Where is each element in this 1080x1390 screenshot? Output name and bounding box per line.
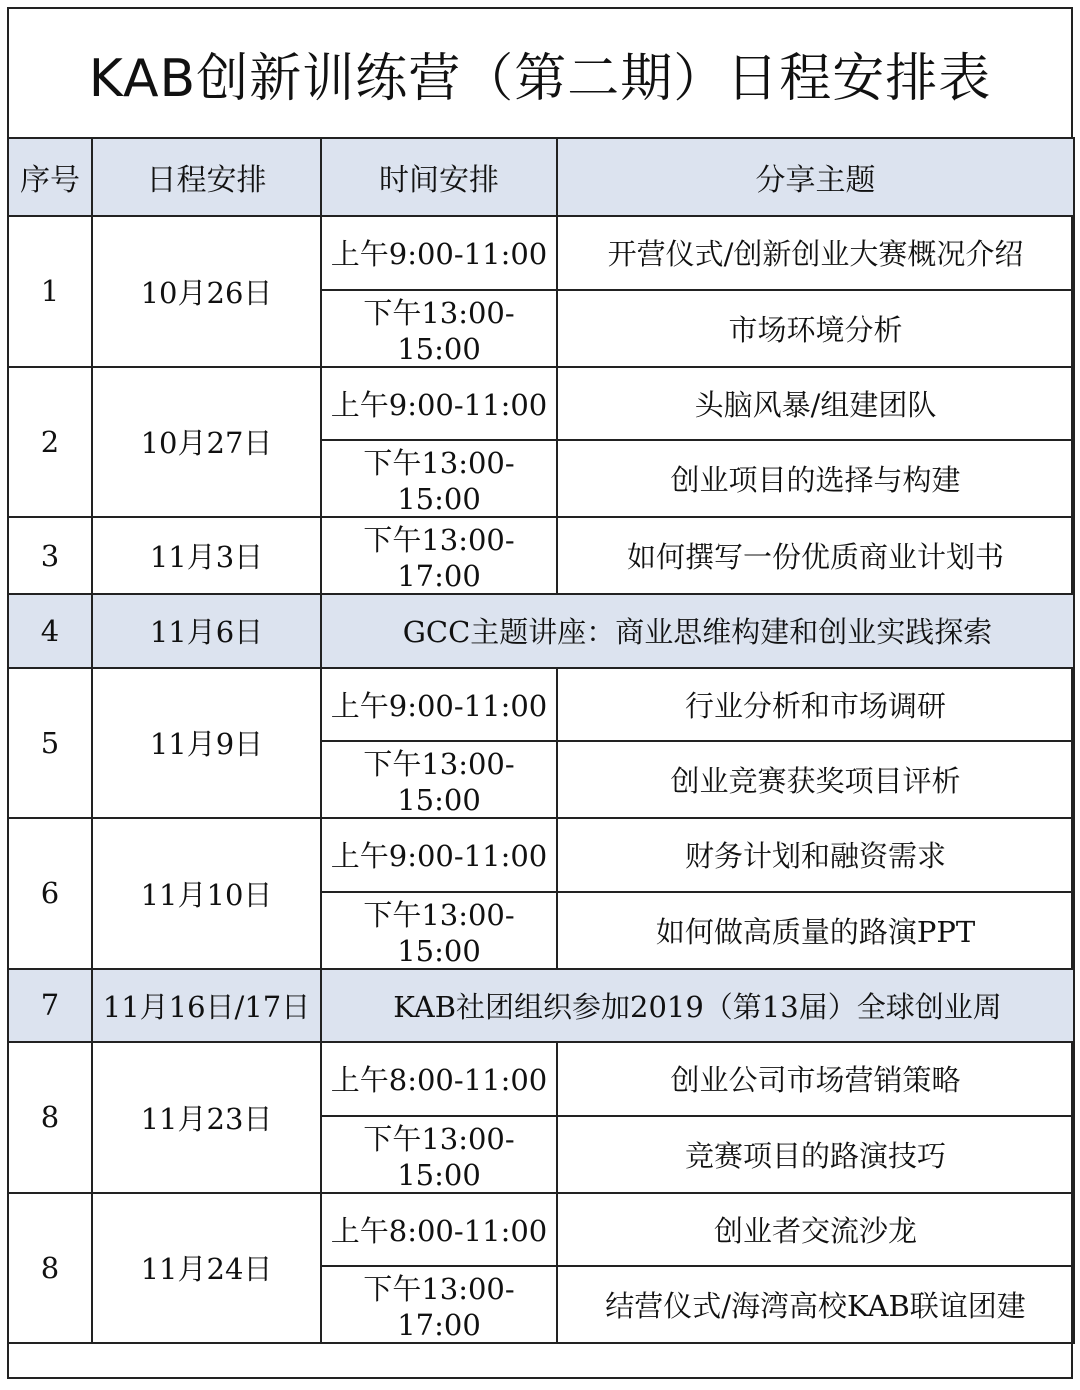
table-row bbox=[8, 367, 1074, 441]
session-time: 下午13:00-17:00 bbox=[321, 1266, 557, 1343]
session-time: 上午9:00-11:00 bbox=[321, 367, 557, 441]
session-topic: 头脑风暴/组建团队 bbox=[557, 367, 1074, 441]
merged-event: KAB社团组织参加2019（第13届）全球创业周 bbox=[321, 969, 1074, 1043]
session-time: 下午13:00-15:00 bbox=[321, 741, 557, 818]
session-topic: 如何做高质量的路演PPT bbox=[557, 892, 1074, 969]
session-time: 下午13:00-15:00 bbox=[321, 290, 557, 367]
session-topic: 如何撰写一份优质商业计划书 bbox=[557, 517, 1074, 594]
row-number: 6 bbox=[8, 818, 92, 969]
merged-event: GCC主题讲座：商业思维构建和创业实践探索 bbox=[321, 594, 1074, 668]
header-topic: 分享主题 bbox=[557, 138, 1074, 216]
row-number: 4 bbox=[8, 594, 92, 668]
row-number: 2 bbox=[8, 367, 92, 518]
session-topic: 创业项目的选择与构建 bbox=[557, 440, 1074, 517]
table-row bbox=[8, 1042, 1074, 1116]
session-time: 上午9:00-11:00 bbox=[321, 216, 557, 290]
session-time: 上午9:00-11:00 bbox=[321, 818, 557, 892]
session-time: 下午13:00-15:00 bbox=[321, 892, 557, 969]
session-time: 下午13:00-17:00 bbox=[321, 517, 557, 594]
schedule-frame bbox=[7, 7, 1073, 1379]
header-time: 时间安排 bbox=[321, 138, 557, 216]
table-row-highlight bbox=[8, 594, 1074, 668]
session-topic: 行业分析和市场调研 bbox=[557, 668, 1074, 742]
session-topic: 创业竞赛获奖项目评析 bbox=[557, 741, 1074, 818]
row-date: 11月6日 bbox=[92, 594, 321, 668]
table-row bbox=[8, 1193, 1074, 1267]
header-date: 日程安排 bbox=[92, 138, 321, 216]
session-topic: 竞赛项目的路演技巧 bbox=[557, 1116, 1074, 1193]
table-row-highlight bbox=[8, 969, 1074, 1043]
session-time: 下午13:00-15:00 bbox=[321, 1116, 557, 1193]
session-topic: 财务计划和融资需求 bbox=[557, 818, 1074, 892]
header-number: 序号 bbox=[8, 138, 92, 216]
table-row bbox=[8, 668, 1074, 742]
table-row bbox=[8, 216, 1074, 290]
session-time: 下午13:00-15:00 bbox=[321, 440, 557, 517]
row-date: 11月10日 bbox=[92, 818, 321, 969]
table-row bbox=[8, 517, 1074, 594]
row-number: 7 bbox=[8, 969, 92, 1043]
session-time: 上午9:00-11:00 bbox=[321, 668, 557, 742]
row-date: 11月3日 bbox=[92, 517, 321, 594]
row-number: 8 bbox=[8, 1193, 92, 1344]
row-date: 10月26日 bbox=[92, 216, 321, 367]
row-date: 10月27日 bbox=[92, 367, 321, 518]
row-date: 11月9日 bbox=[92, 668, 321, 819]
session-time: 上午8:00-11:00 bbox=[321, 1042, 557, 1116]
session-topic: 开营仪式/创新创业大赛概况介绍 bbox=[557, 216, 1074, 290]
row-number: 1 bbox=[8, 216, 92, 367]
session-topic: 市场环境分析 bbox=[557, 290, 1074, 367]
row-date: 11月24日 bbox=[92, 1193, 321, 1344]
session-topic: 创业者交流沙龙 bbox=[557, 1193, 1074, 1267]
row-date: 11月16日/17日 bbox=[92, 969, 321, 1043]
row-number: 3 bbox=[8, 517, 92, 594]
table-header-row bbox=[8, 138, 1074, 216]
session-topic: 创业公司市场营销策略 bbox=[557, 1042, 1074, 1116]
schedule-table bbox=[7, 137, 1075, 1344]
table-row bbox=[8, 818, 1074, 892]
row-number: 5 bbox=[8, 668, 92, 819]
row-date: 11月23日 bbox=[92, 1042, 321, 1193]
session-topic: 结营仪式/海湾高校KAB联谊团建 bbox=[557, 1266, 1074, 1343]
session-time: 上午8:00-11:00 bbox=[321, 1193, 557, 1267]
page-title: KAB创新训练营（第二期）日程安排表 bbox=[88, 48, 992, 109]
row-number: 8 bbox=[8, 1042, 92, 1193]
